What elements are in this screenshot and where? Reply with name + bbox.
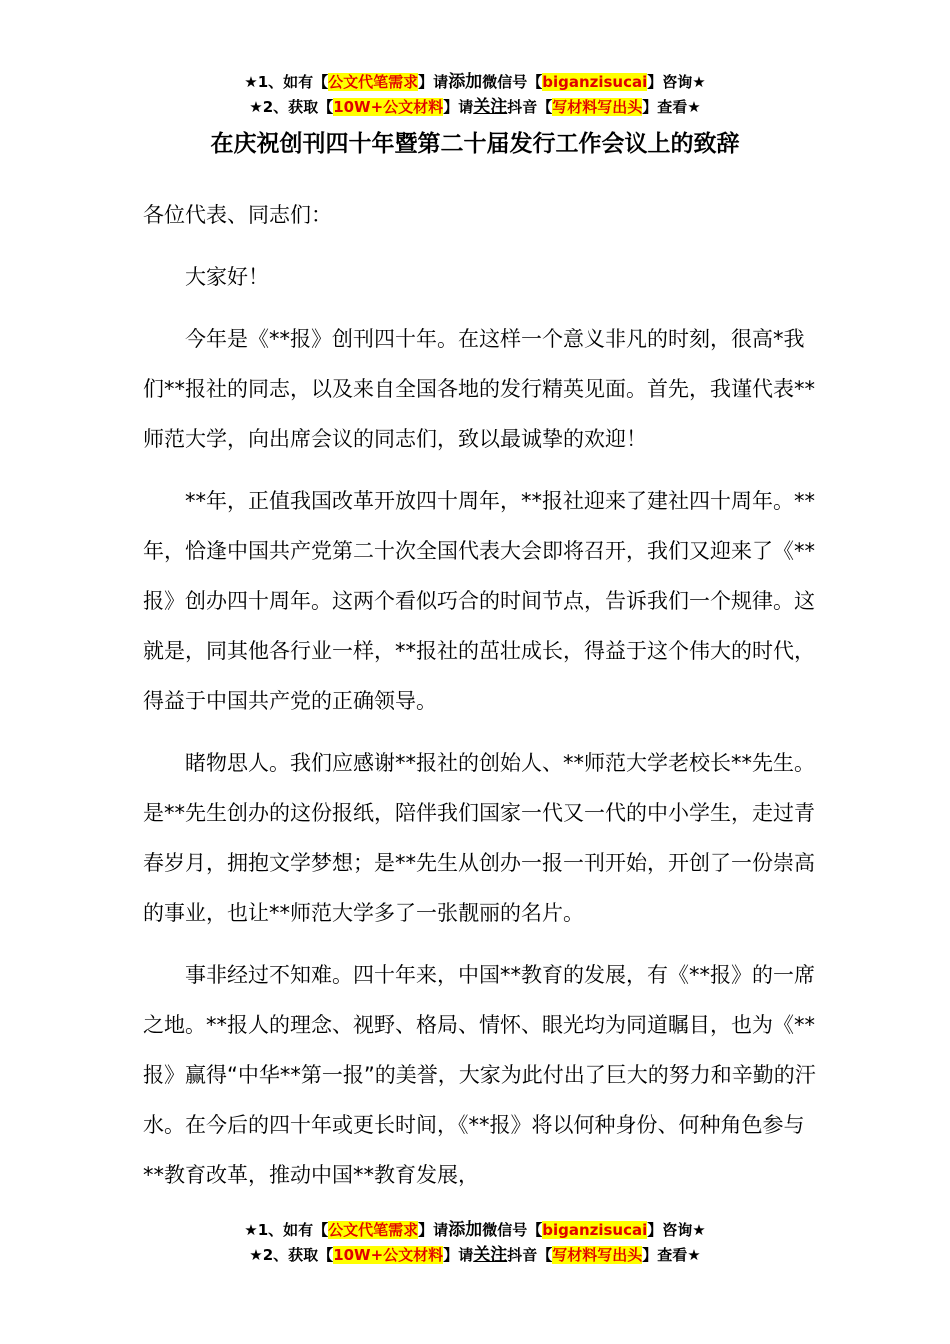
footer-ad-banner <box>0 1218 950 1268</box>
ad-highlight: 公文代笔需求 <box>328 73 419 91</box>
ad-text: ★1、如有【 <box>244 1221 329 1239</box>
ad-text: 微信号【 <box>482 73 543 91</box>
ad-highlight: 10W+公文材料 <box>333 98 444 116</box>
ad-highlight: 公文代笔需求 <box>328 1221 419 1239</box>
salutation: 各位代表、同志们： <box>143 203 332 227</box>
document-body <box>143 190 823 1212</box>
body-paragraph: 睹物思人。我们应感谢**报社的创始人、**师范大学老校长**先生。是**先生创办的这份报纸，陪伴我们国家一代又一代的中小学生，走过青春岁月，拥抱文学梦想；是**先生从创办一报一刊开始，开创了一份崇高的事业，也让**师范大学多了一张靓丽的名片。 <box>143 751 815 925</box>
ad-douyin-name: 写材料写出头 <box>552 1246 643 1264</box>
ad-highlight: 10W+公文材料 <box>333 1246 444 1264</box>
ad-text: 】请 <box>443 98 474 116</box>
ad-text: 】查看★ <box>642 98 701 116</box>
ad-text: 抖音【 <box>507 1246 553 1264</box>
ad-emphasis: 添加 <box>448 72 483 92</box>
body-paragraph: **年，正值我国改革开放四十周年，**报社迎来了建社四十周年。**年，恰逢中国共产党第二十次全国代表大会即将召开，我们又迎来了《**报》创办四十周年。这两个看似巧合的时间节点，告诉我们一个规律。这就是，同其他各行业一样，**报社的茁壮成长，得益于这个伟大的时代，得益于中国共产党的正确领导。 <box>143 489 815 713</box>
body-paragraph: 今年是《**报》创刊四十年。在这样一个意义非凡的时刻，很高*我们**报社的同志，以及来自全国各地的发行精英见面。首先，我谨代表**师范大学，向出席会议的同志们，致以最诚挚的欢迎！ <box>143 327 815 451</box>
ad-emphasis: 关注 <box>473 97 508 117</box>
ad-text: 抖音【 <box>507 98 553 116</box>
body-paragraph: 事非经过不知难。四十年来，中国**教育的发展，有《**报》的一席之地。**报人的理念、视野、格局、情怀、眼光均为同道瞩目，也为《**报》赢得“中华**第一报”的美誉，大家为此付出了巨大的努力和辛勤的汗水。在今后的四十年或更长时间，《**报》将以何种身份、何种角色参与**教育改革，推动中国**教育发展， <box>143 963 816 1187</box>
ad-emphasis: 添加 <box>448 1220 483 1240</box>
ad-text: ★2、获取【 <box>249 98 334 116</box>
ad-text: 】请 <box>418 73 449 91</box>
ad-text: ★1、如有【 <box>244 73 329 91</box>
ad-text: ★2、获取【 <box>249 1246 334 1264</box>
header-ad-banner <box>0 70 950 120</box>
ad-douyin-name: 写材料写出头 <box>552 98 643 116</box>
ad-emphasis: 关注 <box>473 1245 508 1265</box>
ad-text: 】请 <box>443 1246 474 1264</box>
header-ad-line-1 <box>0 70 950 95</box>
ad-wechat-id: biganzisucai <box>542 1221 648 1239</box>
document-title: 在庆祝创刊四十年暨第二十届发行工作会议上的致辞 <box>210 131 740 157</box>
header-ad-line-2 <box>0 95 950 120</box>
ad-text: 】咨询★ <box>647 73 706 91</box>
greeting: 大家好！ <box>185 265 269 289</box>
ad-text: 】咨询★ <box>647 1221 706 1239</box>
ad-text: 】查看★ <box>642 1246 701 1264</box>
ad-wechat-id: biganzisucai <box>542 73 648 91</box>
footer-ad-line-2 <box>0 1243 950 1268</box>
ad-text: 微信号【 <box>482 1221 543 1239</box>
footer-ad-line-1 <box>0 1218 950 1243</box>
ad-text: 】请 <box>418 1221 449 1239</box>
